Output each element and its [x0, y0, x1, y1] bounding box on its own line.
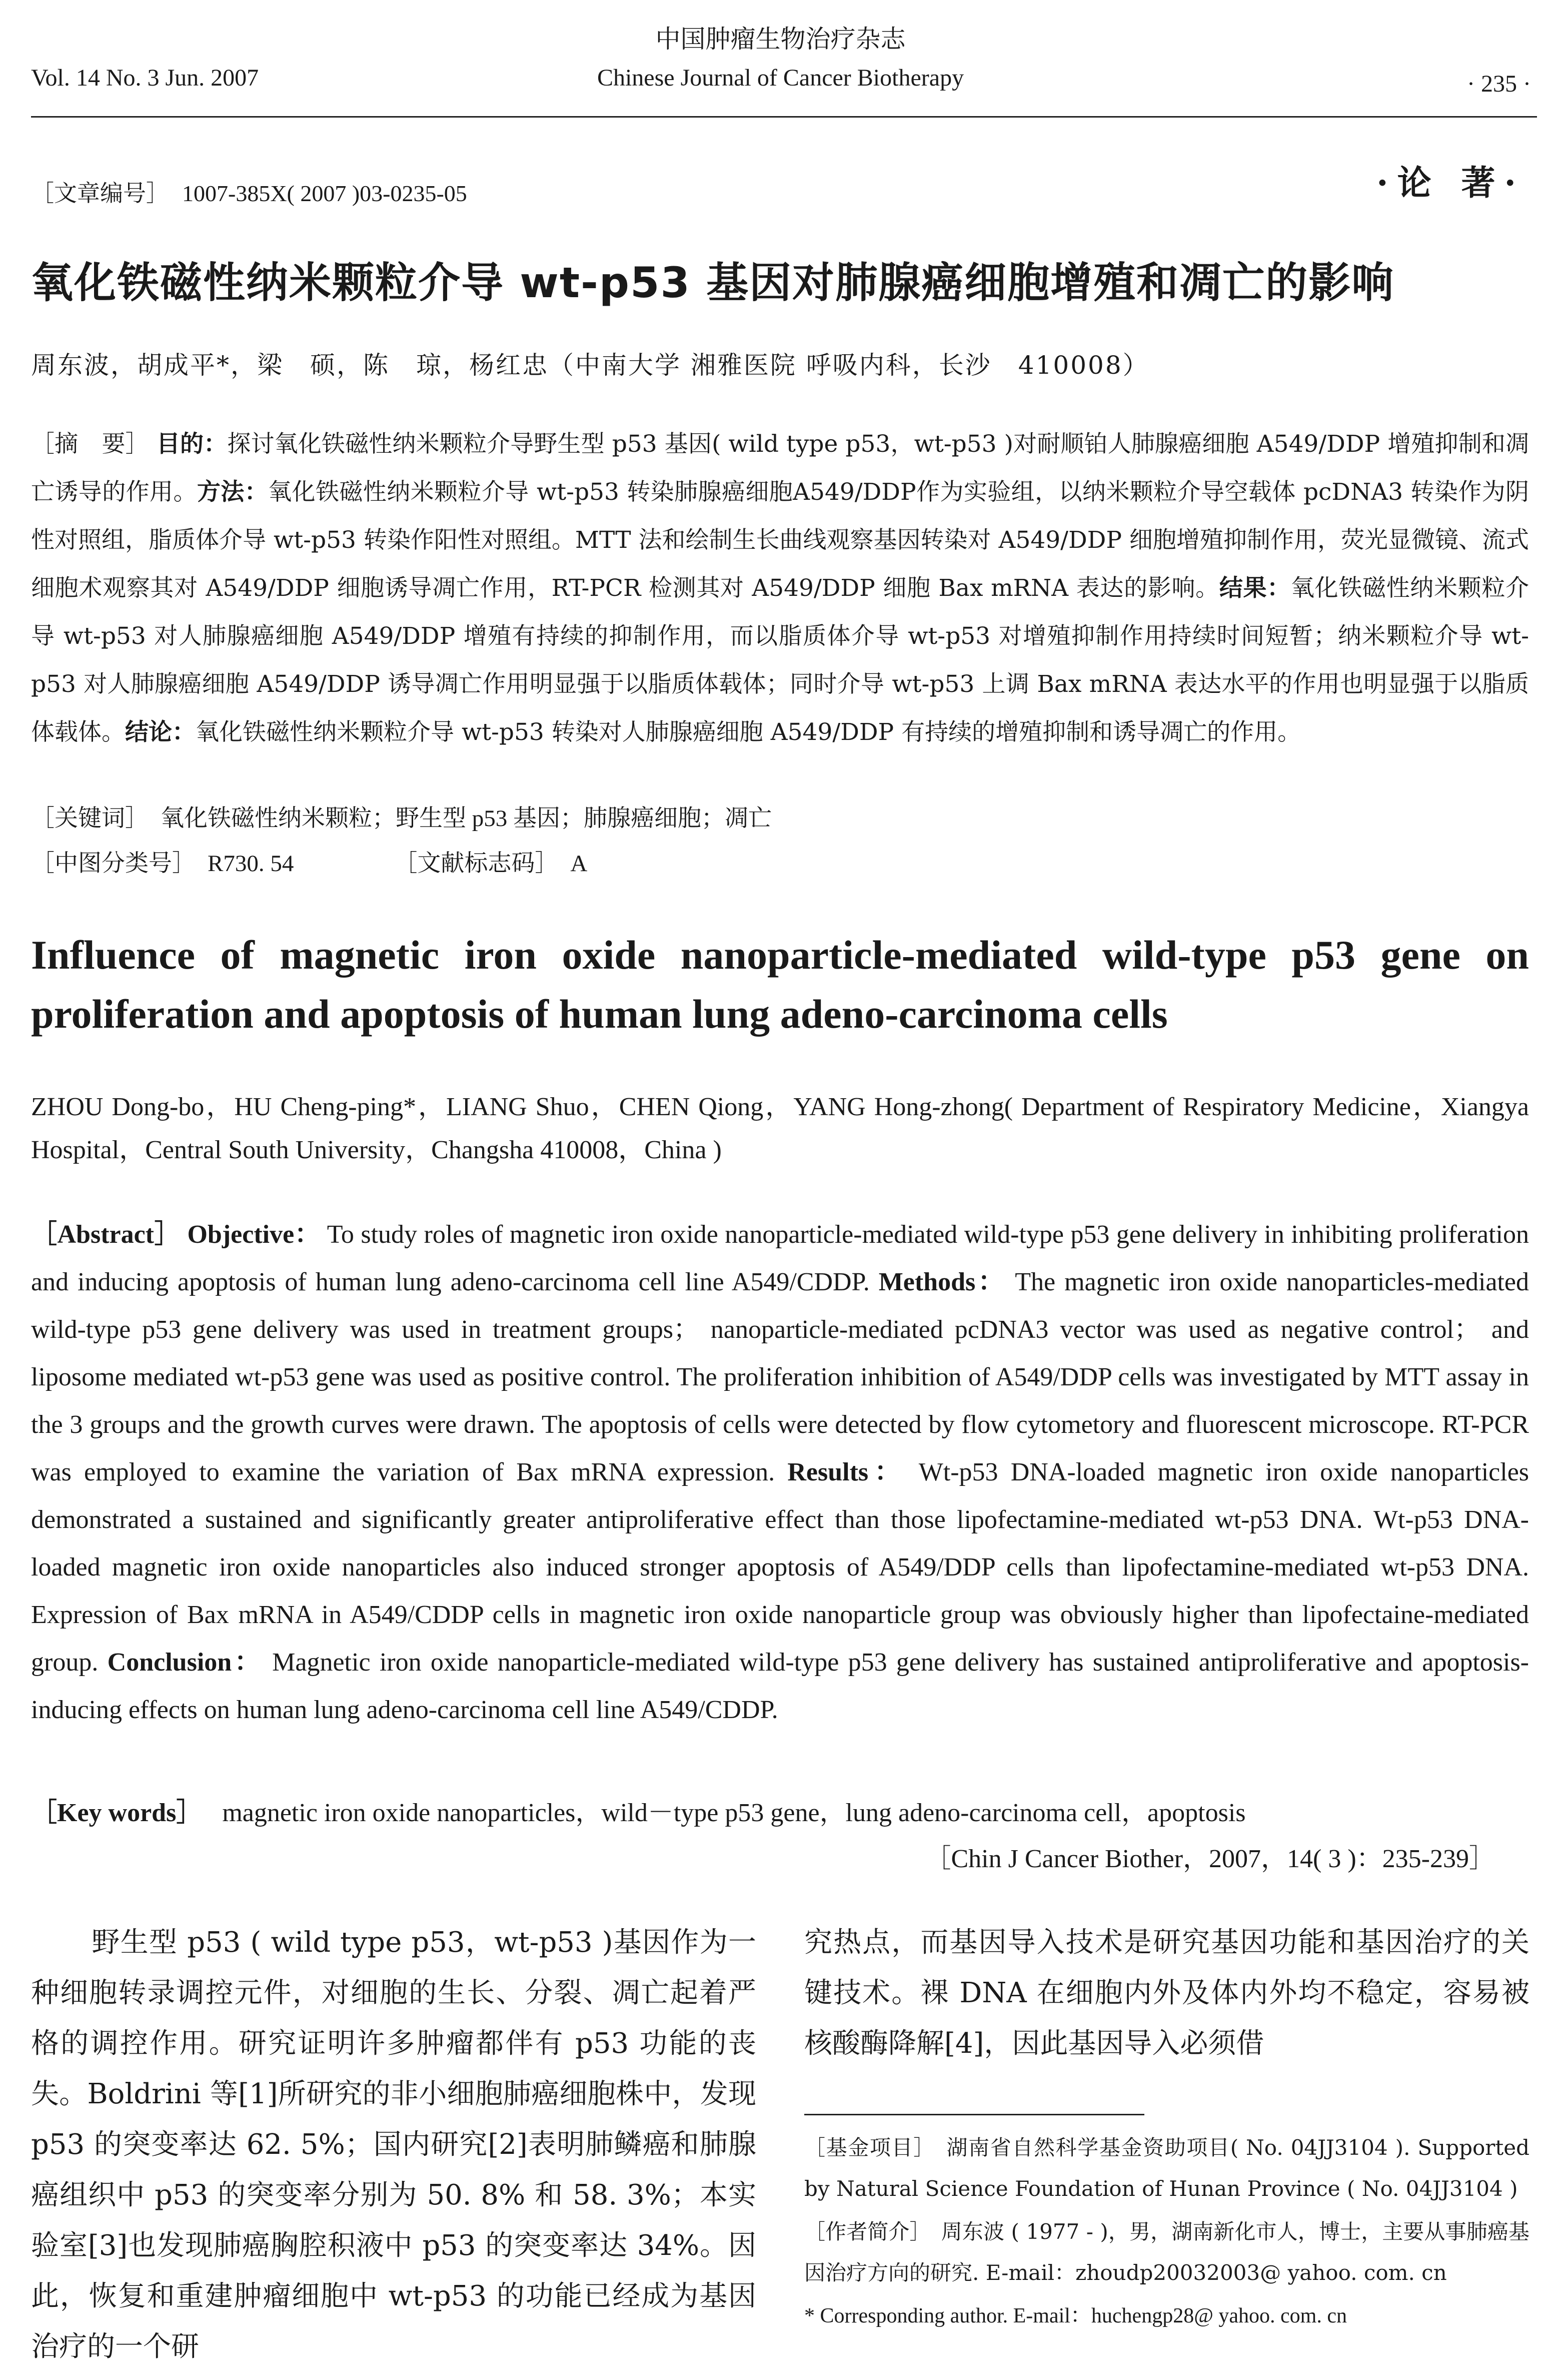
results-label-en: Results：: [787, 1458, 907, 1486]
methods-label-cn: 方法：: [197, 478, 269, 506]
abstract-cn-label: ［摘 要］: [31, 430, 149, 458]
abstract-cn: [31, 420, 1529, 756]
methods-label-en: Methods：: [878, 1268, 1007, 1296]
article-id-value: 1007-385X( 2007 )03-0235-05: [182, 181, 467, 206]
volume-info: Vol. 14 No. 3 Jun. 2007: [31, 65, 259, 91]
journal-title-cn: 中国肿瘤生物治疗杂志: [655, 25, 906, 54]
classification: [31, 845, 587, 878]
clc-label: ［中图分类号］: [31, 850, 196, 877]
doc-code-label: ［文献标志码］: [394, 850, 559, 877]
doc-code-value: A: [570, 851, 588, 877]
footnote-rule: [804, 2114, 1144, 2115]
conclusion-label-en: Conclusion：: [107, 1648, 263, 1677]
results-cn: 氧化铁磁性纳米颗粒介导 wt-p53 对人肺腺癌细胞 A549/DDP 增殖有持续的抑制作用，而以脂质体介导 wt-p53 对增殖抑制作用持续时间短暂；纳米颗粒介导 wt-p53 对人肺腺癌细胞 A549/DDP 诱导凋亡作用明显强于以脂质体载体；同时介导 wt-p53 上调 Bax mRNA 表达水平的作用也明显强于以脂质体载体。: [31, 574, 1529, 746]
authors-en: ZHOU Dong-bo，HU Cheng-ping*，LIANG Shuo，CHEN Qiong，YANG Hong-zhong( Department of Respiratory Medicine，Xiangya Hospital，Central South University，Changsha 410008，China ): [31, 1093, 1529, 1164]
article-id-label: ［文章编号］: [31, 180, 169, 207]
keywords-en: [31, 1791, 1246, 1829]
body-column-left: [31, 1917, 756, 2372]
body-column-right: 究热点，而基因导入技术是研究基因功能和基因治疗的关键技术。裸 DNA 在细胞内外及体内外均不稳定，容易被核酸酶降解[4]，因此基因导入必须借: [804, 1926, 1529, 2060]
authors-cn: 周东波，胡成平*，梁 硕，陈 琼，杨红忠（中南大学 湘雅医院 呼吸内科，长沙 410008）: [31, 351, 1149, 380]
journal-title-en: Chinese Journal of Cancer Biotherapy: [597, 65, 964, 91]
header-rule: [31, 116, 1537, 118]
keywords-cn-value: 氧化铁磁性纳米颗粒；野生型 p53 基因；肺腺癌细胞；凋亡: [161, 806, 772, 832]
footnote-author: [804, 2211, 1529, 2293]
conclusion-cn: 氧化铁磁性纳米颗粒介导 wt-p53 转染对人肺腺癌细胞 A549/DDP 有持续的增殖抑制和诱导凋亡的作用。: [196, 718, 1301, 746]
fund-text: 湖南省自然科学基金资助项目( No. 04JJ3104 ). Supported by Natural Science Foundation of Hunan Province ( No. 04JJ3104 ): [804, 2135, 1529, 2201]
title-cn: 氧化铁磁性纳米颗粒介导 wt-p53 基因对肺腺癌细胞增殖和凋亡的影响: [31, 258, 1395, 307]
page-number: · 235 ·: [1467, 71, 1531, 97]
keywords-cn-label: ［关键词］: [31, 805, 149, 832]
column-tag: ·论 著·: [1376, 163, 1525, 203]
methods-en: The magnetic iron oxide nanoparticles-mediated wild-type p53 gene delivery was used in treatment groups； nanoparticle-mediated pcDNA3 vector was used as negative control； and liposome mediated wt-p53 gene was used as positive control. The proliferation inhibition of A549/DDP cells was investigated by MTT assay in the 3 groups and the growth curves were drawn. The apoptosis of cells were detected by flow cytometory and fluorescent microscope. RT-PCR was employed to examine the variation of Bax mRNA expression.: [31, 1268, 1529, 1486]
conclusion-en: Magnetic iron oxide nanoparticle-mediated wild-type p53 gene delivery has sustained antiproliferative and apoptosis-inducing effects on human lung adeno-carcinoma cell line A549/CDDP.: [31, 1648, 1529, 1724]
footnote-corresponding: * Corresponding author. E-mail：huchengp28@ yahoo. com. cn: [804, 2304, 1347, 2327]
article-id: [31, 175, 467, 208]
keywords-en-label: ［Key words］: [31, 1799, 203, 1827]
keywords-en-value: magnetic iron oxide nanoparticles，wild－type p53 gene，lung adeno-carcinoma cell，apoptosis: [222, 1799, 1246, 1827]
results-label-cn: 结果：: [1219, 574, 1291, 602]
objective-label-en: Objective：: [187, 1220, 321, 1249]
objective-en: To study roles of magnetic iron oxide nanoparticle-mediated wild-type p53 gene delivery in inhibiting proliferation and inducing apoptosis of human lung adeno-carcinoma cell line A549/CDDP.: [31, 1220, 1529, 1296]
body-left-text: 野生型 p53 ( wild type p53，wt-p53 )基因作为一种细胞转录调控元件，对细胞的生长、分裂、凋亡起着严格的调控作用。研究证明许多肿瘤都伴有 p53 功能的丧失。Boldrini 等[1]所研究的非小细胞肺癌细胞株中，发现 p53 的突变率达 62. 5%；国内研究[2]表明肺鳞癌和肺腺癌组织中 p53 的突变率分别为 50. 8% 和 58. 3%；本实验室[3]也发现肺癌胸腔积液中 p53 的突变率达 34%。因此，恢复和重建肿瘤细胞中 wt-p53 的功能已经成为基因治疗的一个研: [31, 1926, 756, 2363]
methods-cn: 氧化铁磁性纳米颗粒介导 wt-p53 转染肺腺癌细胞A549/DDP作为实验组，以纳米颗粒介导空载体 pcDNA3 转染作为阴性对照组，脂质体介导 wt-p53 转染作阳性对照组。MTT 法和绘制生长曲线观察基因转染对 A549/DDP 细胞增殖抑制作用，荧光显微镜、流式细胞术观察其对 A549/DDP 细胞诱导凋亡作用，RT-PCR 检测其对 A549/DDP 细胞 Bax mRNA 表达的影响。: [31, 478, 1529, 602]
objective-cn: 探讨氧化铁磁性纳米颗粒介导野生型 p53 基因( wild type p53，wt-p53 )对耐顺铂人肺腺癌细胞 A549/DDP 增殖抑制和凋亡诱导的作用。: [31, 430, 1529, 506]
footnotes: [804, 2127, 1529, 2338]
author-bio-text: 周东波 ( 1977 - )，男，湖南新化市人，博士，主要从事肺癌基因治疗方向的研究. E-mail：zhoudp20032003@ yahoo. com. cn: [804, 2219, 1529, 2285]
objective-label-cn: 目的：: [156, 430, 228, 458]
title-en: Influence of magnetic iron oxide nanoparticle-mediated wild-type p53 gene on proliferation and apoptosis of human lung adeno-carcinoma cells: [31, 932, 1529, 1037]
conclusion-label-cn: 结论：: [125, 718, 196, 746]
citation: ［Chin J Cancer Biother，2007，14( 3 )：235-239］: [925, 1845, 1495, 1873]
abstract-en: [31, 1211, 1529, 1734]
keywords-cn: [31, 800, 772, 833]
footnote-fund: [804, 2127, 1529, 2209]
results-en: Wt-p53 DNA-loaded magnetic iron oxide nanoparticles demonstrated a sustained and significantly greater antiproliferative effect than those lipofectamine-mediated wt-p53 DNA. Wt-p53 DNA-loaded magnetic iron oxide nanoparticles also induced stronger apoptosis of A549/DDP cells than lipofectamine-mediated wt-p53 DNA. Expression of Bax mRNA in A549/CDDP cells in magnetic iron oxide nanoparticle group was obviously higher than lipofectaine-mediated group.: [31, 1458, 1529, 1677]
fund-label: ［基金项目］: [804, 2135, 925, 2160]
clc-value: R730. 54: [208, 851, 294, 877]
author-bio-label: ［作者简介］: [804, 2219, 920, 2244]
abstract-en-label: ［Abstract］: [31, 1220, 181, 1249]
